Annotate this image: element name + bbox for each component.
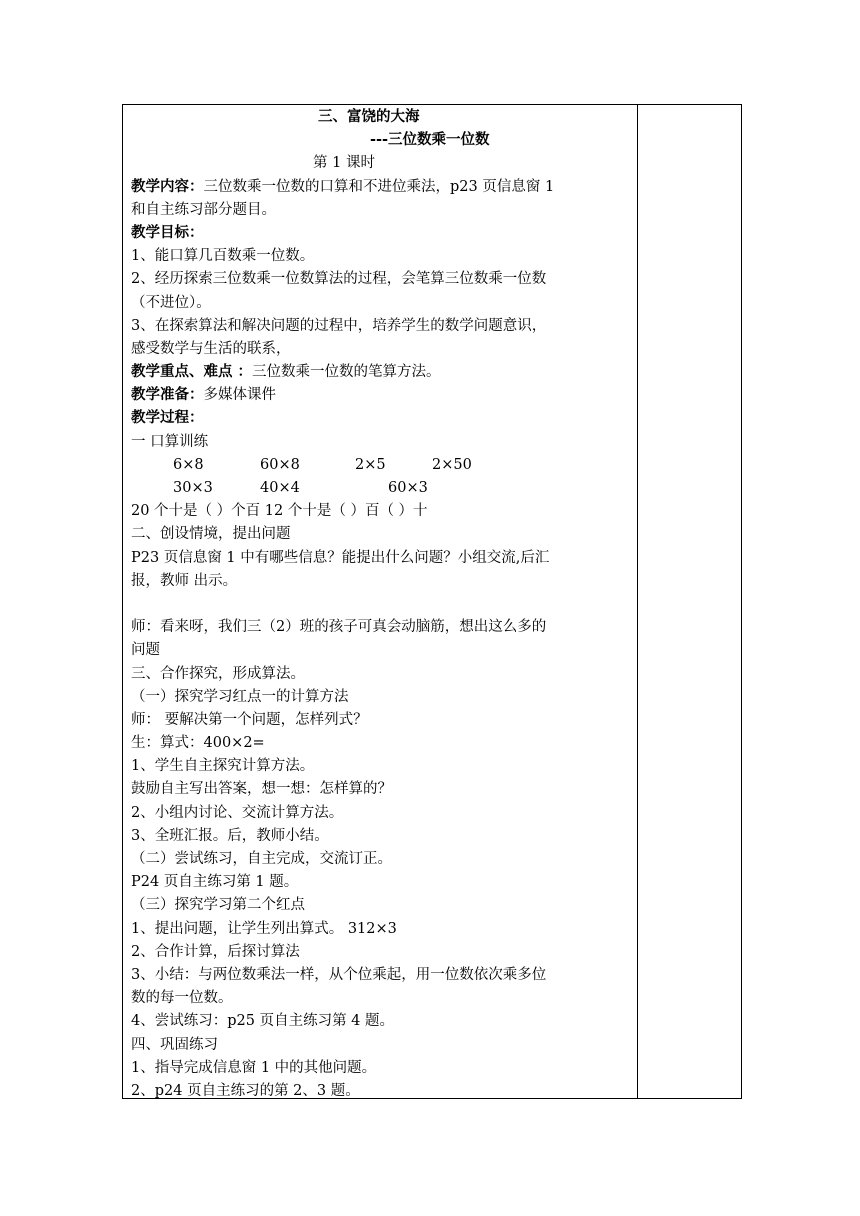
explore-line: 师： 要解决第一个问题，怎样列式？ [131, 711, 368, 728]
goal-line: 2、经历探索三位数乘一位数算法的过程，会笔算三位数乘一位数 [131, 271, 547, 288]
key-points [131, 361, 633, 384]
explore-line: 2、小组内讨论、交流计算方法。 [131, 804, 344, 821]
oral-item: 30×3 [173, 480, 213, 496]
lesson-plan-content [131, 106, 633, 1103]
explore-line: 2、合作计算，后探讨算法 [131, 943, 300, 960]
oral-row-2 [131, 477, 633, 500]
unit-title: 三、富饶的大海 [318, 109, 420, 125]
keypoint-text: 三位数乘一位数的笔算方法。 [252, 364, 441, 381]
explore-line: 生：算式：400×2= [131, 735, 265, 752]
teacher-line: 问题 [131, 642, 160, 659]
explore-line: （三）探究学习第二个红点 [131, 897, 305, 914]
explore-line: 3、小结：与两位数乘法一样，从个位乘起，用一位数依次乘多位 [131, 966, 547, 983]
teaching-prep [131, 384, 633, 407]
process-label: 教学过程： [131, 410, 204, 427]
lesson-subtitle: ---三位数乘一位数 [370, 132, 490, 149]
content-text: 三位数乘一位数的口算和不进位乘法，p23 页信息窗 1 [203, 178, 555, 195]
goals-label: 教学目标： [131, 224, 204, 241]
explore-line: 鼓励自主写出答案，想一想：怎样算的？ [131, 781, 392, 798]
prep-text: 多媒体课件 [203, 387, 276, 404]
goal-line: 1、能口算几百数乘一位数。 [131, 248, 315, 265]
teaching-content [131, 176, 633, 199]
explore-line: （二）尝试练习，自主完成，交流订正。 [131, 851, 392, 867]
section-scenario: 二、创设情境，提出问题 [131, 526, 291, 543]
goal-line: （不进位）。 [131, 294, 211, 311]
oral-item: 60×3 [388, 480, 428, 496]
scenario-line: 报，教师 出示。 [131, 572, 238, 589]
explore-line: 1、提出问题，让学生列出算式。 312×3 [131, 920, 397, 937]
explore-line: （一）探究学习红点一的计算方法 [131, 688, 349, 705]
lesson-period: 第 1 课时 [313, 155, 375, 172]
explore-line: 1、学生自主探究计算方法。 [131, 758, 315, 775]
section-oral-training: 一 口算训练 [131, 433, 209, 450]
oral-item: 6×8 [173, 456, 204, 473]
explore-line: 4、尝试练习：p25 页自主练习第 4 题。 [131, 1013, 395, 1030]
section-explore: 三、合作探究，形成算法。 [131, 665, 305, 682]
oral-item: 2×50 [432, 456, 472, 473]
content-label: 教学内容： [131, 178, 204, 195]
content-text-continued: 和自主练习部分题目。 [131, 201, 276, 218]
blank-line [131, 593, 633, 616]
oral-item: 40×4 [260, 480, 300, 496]
goal-line: 3、在探索算法和解决问题的过程中，培养学生的数学问题意识， [131, 317, 547, 334]
prep-label: 教学准备： [131, 387, 204, 404]
practice-line: 1、指导完成信息窗 1 中的其他问题。 [131, 1059, 377, 1076]
scenario-line: P23 页信息窗 1 中有哪些信息？能提出什么问题？小组交流,后汇 [131, 549, 550, 566]
keypoint-label: 教学重点、难点 ： [131, 364, 253, 381]
goal-line: 感受数学与生活的联系， [131, 340, 291, 357]
explore-line: P24 页自主练习第 1 题。 [131, 874, 299, 891]
fill-blank: 20 个十是（ ）个百 12 个十是（ ）百（ ）十 [131, 503, 428, 520]
oral-row-1 [131, 454, 633, 477]
oral-item: 2×5 [355, 456, 386, 473]
table-column-divider [637, 104, 638, 1099]
explore-line: 数的每一位数。 [131, 990, 233, 1007]
teacher-line: 师：看来呀，我们三（2）班的孩子可真会动脑筋，想出这么多的 [131, 619, 547, 636]
section-practice: 四、巩固练习 [131, 1036, 218, 1053]
practice-line: 2、p24 页自主练习的第 2、3 题。 [131, 1082, 360, 1099]
oral-item: 60×8 [260, 456, 300, 473]
explore-line: 3、全班汇报。后，教师小结。 [131, 827, 329, 844]
